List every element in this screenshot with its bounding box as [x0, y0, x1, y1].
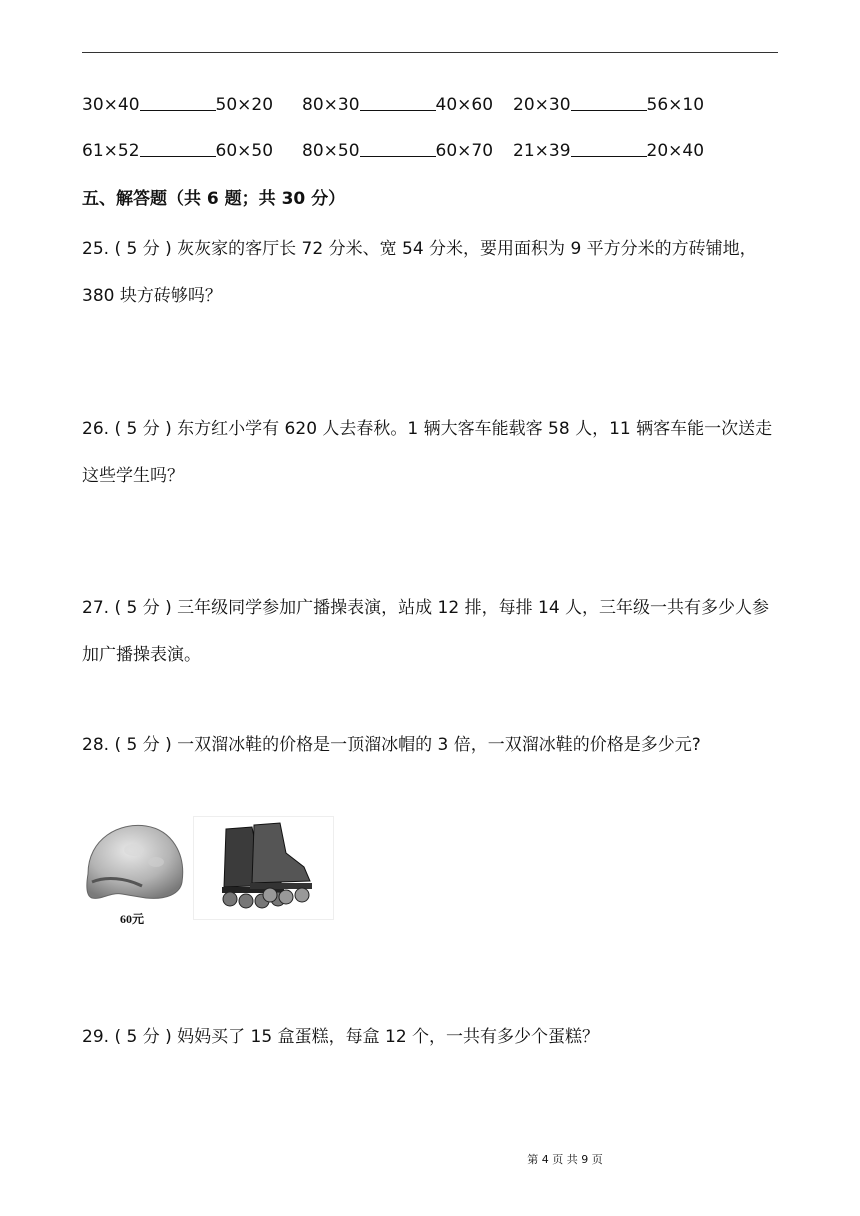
comparison-item: 80×50 60×70 — [302, 141, 494, 161]
answer-blank[interactable] — [571, 96, 647, 111]
helmet-icon — [82, 812, 190, 912]
comparison-item: 80×30 40×60 — [302, 95, 494, 115]
section-title: 五、解答题（共 6 题；共 30 分） — [82, 189, 346, 209]
question-29: 29. ( 5 分 ) 妈妈买了 15 盒蛋糕，每盒 12 个，一共有多少个蛋糕？ — [82, 1027, 600, 1047]
question-26: 26. ( 5 分 ) 东方红小学有 620 人去春秋。1 辆大客车能载客 58 人，11 辆客车能一次送走这些学生吗？ — [82, 419, 773, 486]
page-footer: 第 4 页 共 9 页 — [527, 1153, 603, 1166]
skates-image — [193, 816, 334, 920]
helmet-price: 60元 — [120, 912, 145, 926]
helmet-image — [82, 812, 190, 922]
answer-blank[interactable] — [360, 142, 436, 157]
answer-blank[interactable] — [360, 96, 436, 111]
comparison-item: 21×39 20×40 — [513, 141, 705, 161]
comparison-item: 20×30 56×10 — [513, 95, 705, 115]
answer-blank[interactable] — [571, 142, 647, 157]
comparison-item: 30×40 50×20 — [82, 95, 274, 115]
question-25: 25. ( 5 分 ) 灰灰家的客厅长 72 分米、宽 54 分米，要用面积为 9 平方分米的方砖铺地，380 块方砖够吗？ — [82, 239, 757, 306]
question-28: 28. ( 5 分 ) 一双溜冰鞋的价格是一顶溜冰帽的 3 倍，一双溜冰鞋的价格是多少元? — [82, 735, 701, 755]
answer-blank[interactable] — [140, 96, 216, 111]
comparison-item: 61×52 60×50 — [82, 141, 274, 161]
answer-blank[interactable] — [140, 142, 216, 157]
inline-skates-icon — [194, 817, 333, 919]
header-rule — [82, 52, 778, 53]
question-27: 27. ( 5 分 ) 三年级同学参加广播操表演，站成 12 排，每排 14 人，三年级一共有多少人参加广播操表演。 — [82, 598, 770, 665]
